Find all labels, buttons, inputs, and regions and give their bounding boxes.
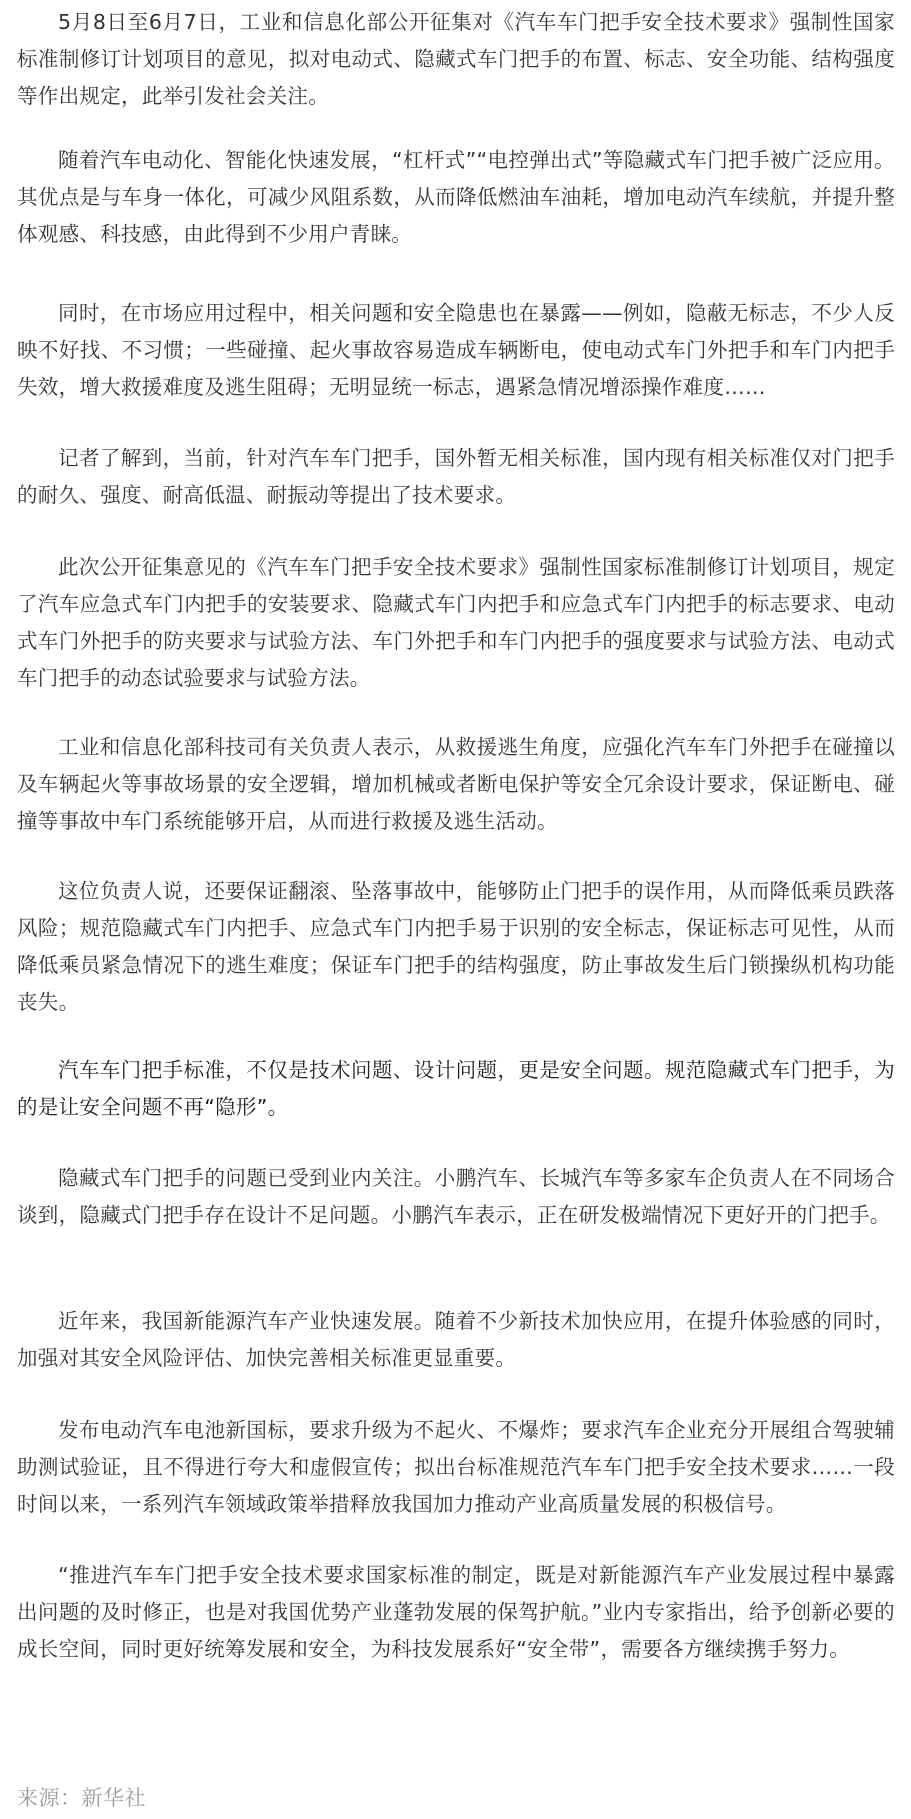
- article-paragraph-11: 发布电动汽车电池新国标，要求升级为不起火、不爆炸；要求汽车企业充分开展组合驾驶辅助测试验证，且不得进行夸大和虚假宣传；拟出台标准规范汽车车门把手安全技术要求……一段时间以来，一系列汽车领域政策举措释放我国加力推动产业高质量发展的积极信号。: [17, 1418, 895, 1516]
- article-paragraph-7: 这位负责人说，还要保证翻滚、坠落事故中，能够防止门把手的误作用，从而降低乘员跌落风险；规范隐藏式车门内把手、应急式车门内把手易于识别的安全标志，保证标志可见性，从而降低乘员紧急情况下的逃生难度；保证车门把手的结构强度，防止事故发生后门锁操纵机构功能丧失。: [17, 879, 895, 1014]
- article-paragraph-12: “推进汽车车门把手安全技术要求国家标准的制定，既是对新能源汽车产业发展过程中暴露出问题的及时修正，也是对我国优势产业蓬勃发展的保驾护航。”业内专家指出，给予创新必要的成长空间，同时更好统筹发展和安全，为科技发展系好“安全带”，需要各方继续携手努力。: [17, 1563, 895, 1661]
- article-paragraph-5: 此次公开征集意见的《汽车车门把手安全技术要求》强制性国家标准制修订计划项目，规定了汽车应急式车门内把手的安装要求、隐藏式车门内把手和应急式车门内把手的标志要求、电动式车门外把手的防夹要求与试验方法、车门外把手和车门内把手的强度要求与试验方法、电动式车门把手的动态试验要求与试验方法。: [17, 555, 895, 690]
- article-paragraph-6: 工业和信息化部科技司有关负责人表示，从救援逃生角度，应强化汽车车门外把手在碰撞以及车辆起火等事故场景的安全逻辑，增加机械或者断电保护等安全冗余设计要求，保证断电、碰撞等事故中车门系统能够开启，从而进行救援及逃生活动。: [17, 735, 895, 833]
- article-paragraph-10: 近年来，我国新能源汽车产业快速发展。随着不少新技术加快应用，在提升体验感的同时，加强对其安全风险评估、加快完善相关标准更显重要。: [17, 1309, 895, 1370]
- article-paragraph-4: 记者了解到，当前，针对汽车车门把手，国外暂无相关标准，国内现有相关标准仅对门把手的耐久、强度、耐高低温、耐振动等提出了技术要求。: [17, 446, 895, 507]
- article-paragraph-9: 隐藏式车门把手的问题已受到业内关注。小鹏汽车、长城汽车等多家车企负责人在不同场合谈到，隐藏式门把手存在设计不足问题。小鹏汽车表示，正在研发极端情况下更好开的门把手。: [17, 1166, 895, 1227]
- article-paragraph-1: 5月8日至6月7日，工业和信息化部公开征集对《汽车车门把手安全技术要求》强制性国家标准制修订计划项目的意见，拟对电动式、隐藏式车门把手的布置、标志、安全功能、结构强度等作出规定，此举引发社会关注。: [17, 10, 895, 108]
- article-paragraph-8: 汽车车门把手标准，不仅是技术问题、设计问题，更是安全问题。规范隐藏式车门把手，为的是让安全问题不再“隐形”。: [17, 1058, 895, 1119]
- article-paragraph-2: 随着汽车电动化、智能化快速发展，“杠杆式”“电控弹出式”等隐藏式车门把手被广泛应用。其优点是与车身一体化，可减少风阻系数，从而降低燃油车油耗，增加电动汽车续航，并提升整体观感、科技感，由此得到不少用户青睐。: [17, 148, 895, 246]
- article-source: 来源：新华社: [17, 1786, 146, 1810]
- article-paragraph-3: 同时，在市场应用过程中，相关问题和安全隐患也在暴露——例如，隐蔽无标志，不少人反映不好找、不习惯；一些碰撞、起火事故容易造成车辆断电，使电动式车门外把手和车门内把手失效，增大救援难度及逃生阻碍；无明显统一标志，遇紧急情况增添操作难度……: [17, 301, 895, 399]
